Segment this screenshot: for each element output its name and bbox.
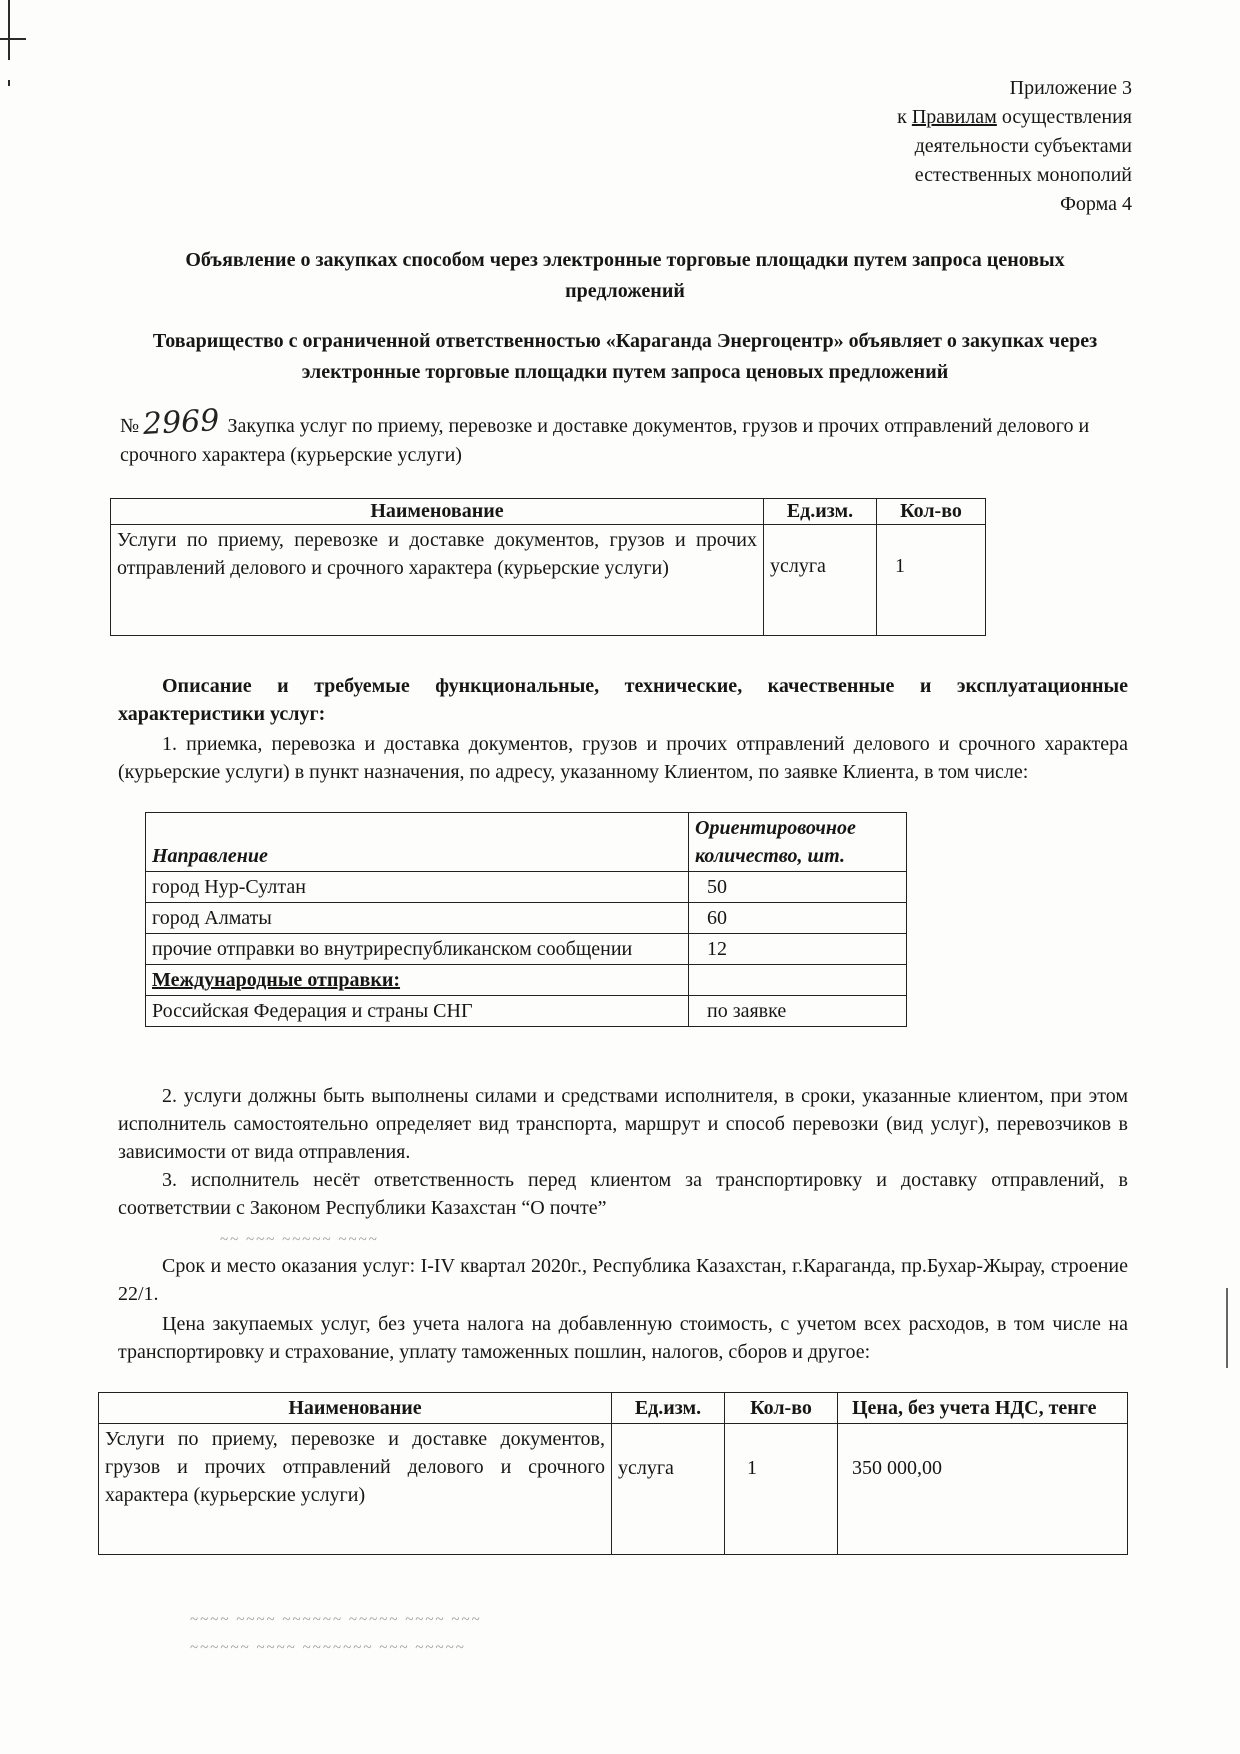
scan-edge-line bbox=[8, 80, 10, 86]
rules-reference bbox=[897, 103, 1132, 132]
col-unit-header: Ед.изм. bbox=[764, 499, 877, 525]
bleed-through-mark: ~~~~ ~~~~ ~~~~~~ ~~~~~ ~~~~ ~~~ bbox=[190, 1612, 482, 1628]
rules-prefix: к bbox=[897, 106, 912, 128]
appendix-line-3: деятельности субъектами bbox=[914, 135, 1132, 157]
direction-cell: Российская Федерация и страны СНГ bbox=[146, 996, 689, 1027]
service-name-cell: Услуги по приему, перевозке и доставке документов, грузов и прочих отправлений делового и срочного характера (курьерские услуги) bbox=[99, 1424, 612, 1555]
form-number: Форма 4 bbox=[1060, 193, 1132, 215]
table-row bbox=[146, 965, 907, 996]
rules-link[interactable]: Правилам bbox=[911, 106, 997, 128]
appendix-line-4: естественных монополий bbox=[914, 164, 1132, 186]
bleed-through-mark: ~~ ~~~ ~~~~~ ~~~~ bbox=[220, 1232, 379, 1248]
direction-cell: прочие отправки во внутриреспубликанском сообщении bbox=[146, 934, 689, 965]
requirement-item-1: 1. приемка, перевозка и доставка документов, грузов и прочих отправлений делового и срочного характера (курьерские услуги) в пункт назначения, по адресу, указанному Клиентом, по заявке Клиента, в том числе: bbox=[118, 733, 1128, 783]
col-name-header: Наименование bbox=[111, 499, 764, 525]
quantity-cell: 60 bbox=[689, 903, 907, 934]
col-price-header: Цена, без учета НДС, тенге bbox=[838, 1393, 1128, 1424]
price-note: Цена закупаемых услуг, без учета налога на добавленную стоимость, с учетом всех расходов, в том числе на транспортировку и страхование, уплату таможенных пошлин, налогов, сборов и другое: bbox=[118, 1313, 1128, 1363]
service-qty-cell: 1 bbox=[725, 1424, 838, 1555]
directions-table bbox=[145, 812, 907, 1027]
scan-edge-line bbox=[1226, 1288, 1228, 1368]
direction-cell: город Алматы bbox=[146, 903, 689, 934]
appendix-header bbox=[897, 74, 1132, 219]
price-table bbox=[98, 1392, 1128, 1555]
table-header-row bbox=[111, 499, 986, 525]
service-unit-cell: услуга bbox=[764, 525, 877, 636]
procurement-description: Закупка услуг по приему, перевозке и доставке документов, грузов и прочих отправлений делового и срочного характера (курьерские услуги) bbox=[120, 415, 1090, 466]
col-qty-header: Кол-во bbox=[877, 499, 986, 525]
quantity-cell: по заявке bbox=[689, 996, 907, 1027]
procurement-line bbox=[120, 403, 1130, 470]
service-unit-cell: услуга bbox=[612, 1424, 725, 1555]
service-terms: Срок и место оказания услуг: I-IV квартал 2020г., Республика Казахстан, г.Караганда, пр.Бухар-Жырау, строение 22/1. bbox=[118, 1255, 1128, 1305]
table-row bbox=[146, 996, 907, 1027]
requirement-item-3: 3. исполнитель несёт ответственность перед клиентом за транспортировку и доставку отправлений, в соответствии с Законом Республики Казахстан “О почте” bbox=[118, 1169, 1128, 1219]
number-sign: № bbox=[120, 415, 140, 437]
services-table bbox=[110, 498, 986, 636]
appendix-number: Приложение 3 bbox=[1009, 77, 1132, 99]
bleed-through-mark: ~~~~~~ ~~~~ ~~~~~~~ ~~~ ~~~~~ bbox=[190, 1640, 466, 1656]
table-row bbox=[146, 872, 907, 903]
requirement-item-2: 2. услуги должны быть выполнены силами и средствами исполнителя, в сроки, указанные клиентом, при этом исполнитель самостоятельно определяет вид транспорта, маршрут и способ перевозки (вид услуг), перевозчиков в зависимости от вида отправления. bbox=[118, 1085, 1128, 1163]
scan-edge-line bbox=[0, 38, 26, 40]
procurement-number: 2969 bbox=[142, 403, 221, 442]
requirements-heading: Описание и требуемые функциональные, технические, качественные и эксплуатационные характеристики услуг: bbox=[118, 675, 1128, 725]
service-qty-cell: 1 bbox=[877, 525, 986, 636]
rules-suffix: осуществления bbox=[996, 106, 1132, 128]
direction-cell: город Нур-Султан bbox=[146, 872, 689, 903]
table-row bbox=[111, 525, 986, 636]
international-heading-cell: Международные отправки: bbox=[146, 965, 689, 996]
empty-cell bbox=[689, 965, 907, 996]
col-unit-header: Ед.изм. bbox=[612, 1393, 725, 1424]
col-name-header: Наименование bbox=[99, 1393, 612, 1424]
document-subtitle: Товарищество с ограниченной ответственностью «Караганда Энергоцентр» объявляет о закупках через электронные торговые площадки путем запроса ценовых предложений bbox=[152, 330, 1098, 383]
table-row bbox=[146, 903, 907, 934]
scan-edge-line bbox=[8, 0, 10, 60]
quantity-cell: 12 bbox=[689, 934, 907, 965]
service-name-cell: Услуги по приему, перевозке и доставке документов, грузов и прочих отправлений делового и срочного характера (курьерские услуги) bbox=[111, 525, 764, 636]
document-title: Объявление о закупках способом через электронные торговые площадки путем запроса ценовых предложений bbox=[185, 249, 1065, 302]
table-row bbox=[99, 1424, 1128, 1555]
service-price-cell: 350 000,00 bbox=[838, 1424, 1128, 1555]
col-qty-header: Кол-во bbox=[725, 1393, 838, 1424]
col-direction-header: Направление bbox=[146, 813, 689, 872]
quantity-cell: 50 bbox=[689, 872, 907, 903]
table-row bbox=[146, 934, 907, 965]
table-header-row bbox=[99, 1393, 1128, 1424]
col-quantity-header: Ориентировочное количество, шт. bbox=[689, 813, 907, 872]
table-header-row bbox=[146, 813, 907, 872]
